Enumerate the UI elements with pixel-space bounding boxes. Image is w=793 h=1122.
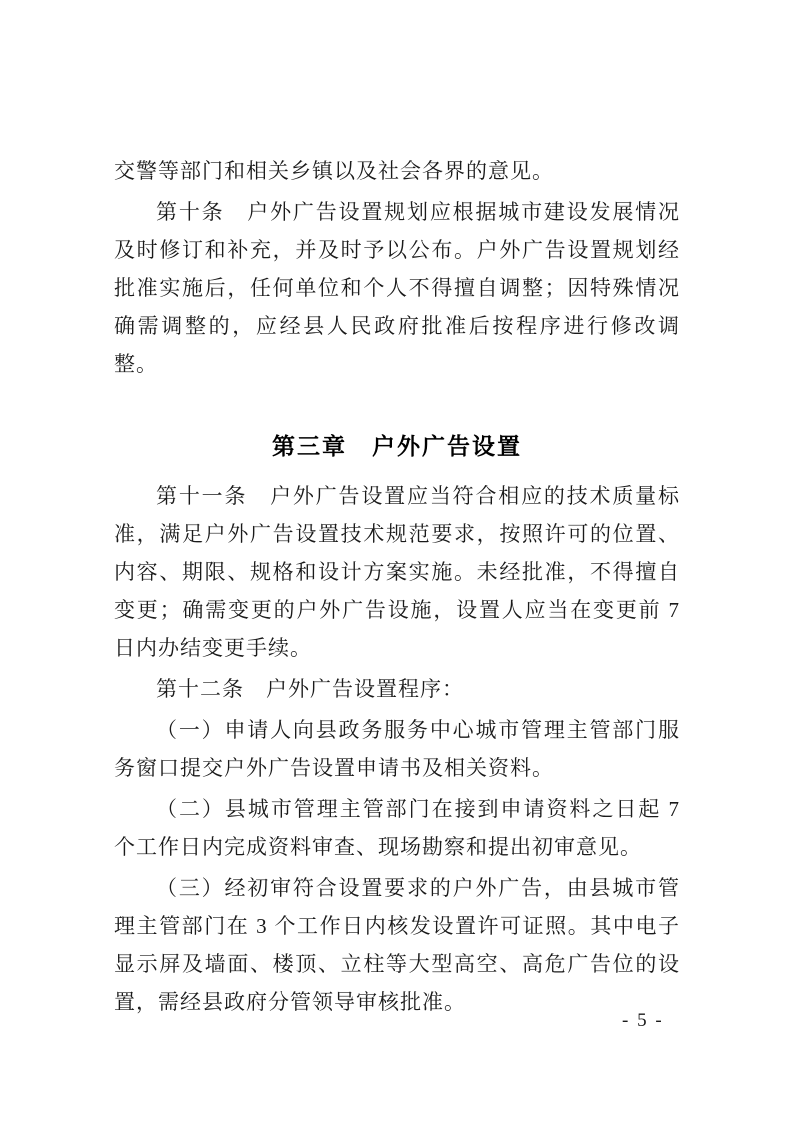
chapter-heading: 第三章 户外广告设置 [272,433,522,459]
paragraph-article-10: 第十条 户外广告设置规划应根据城市建设发展情况及时修订和补充，并及时予以公布。户外广告设置规划经批准实施后，任何单位和个人不得擅自调整；因特殊情况确需调整的，应经县人民政府批准后按程序进行修改调整。 [114,200,680,376]
page-number: - 5 - [622,1010,664,1031]
paragraph-article-11: 第十一条 户外广告设置应当符合相应的技术质量标准，满足户外广告设置技术规范要求，按照许可的位置、内容、期限、规格和设计方案实施。未经批准，不得擅自变更；确需变更的户外广告设施，设置人应当在变更前 7 日内办结变更手续。 [114,484,680,660]
paragraph-continuation: 交警等部门和相关乡镇以及社会各界的意见。 [114,159,554,183]
document-body [114,152,680,1024]
paragraph-article-12: 第十二条 户外广告设置程序： [156,677,464,701]
paragraph-item-3: （三）经初审符合设置要求的户外广告，由县城市管理主管部门在 3 个工作日内核发设置许可证照。其中电子显示屏及墙面、楼顶、立柱等大型高空、高危广告位的设置，需经县政府分管领导审核批准。 [114,876,680,1014]
paragraph-item-1: （一）申请人向县政务服务中心城市管理主管部门服务窗口提交户外广告设置申请书及相关资料。 [114,718,680,780]
paragraph-item-2: （二）县城市管理主管部门在接到申请资料之日起 7 个工作日内完成资料审查、现场勘察和提出初审意见。 [114,797,680,859]
